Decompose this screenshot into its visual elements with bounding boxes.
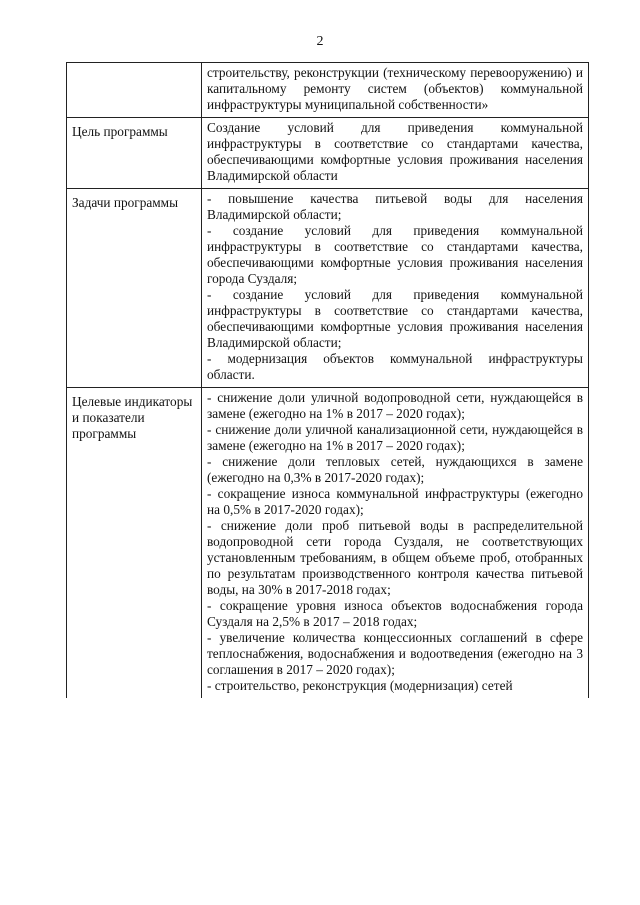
value-line: - сокращение уровня износа объектов водоснабжения города Суздаля на 2,5% в 2017 – 2018 годах; [207, 598, 583, 629]
value-line: строительству, реконструкции (техническому перевооружению) и капитальному ремонту систем (объектов) коммунальной инфраструктуры муниципальной собственности» [207, 65, 583, 112]
row-value-tasks [202, 189, 589, 388]
table-row-goal [67, 118, 589, 189]
value-line: - создание условий для приведения коммунальной инфраструктуры в соответствие со стандартами качества, обеспечивающими комфортные условия проживания населения Владимирской области; [207, 287, 583, 350]
value-line: Создание условий для приведения коммунальной инфраструктуры в соответствие со стандартами качества, обеспечивающими комфортные условия проживания населения Владимирской области [207, 120, 583, 183]
row-value-indicators [202, 388, 589, 699]
table-row-indicators [67, 388, 589, 699]
table-row-tasks [67, 189, 589, 388]
value-line: - увеличение количества концессионных соглашений в сфере теплоснабжения, водоснабжения и водоотведения (ежегодно на 3 соглашения в 2017 – 2020 годах); [207, 630, 583, 677]
value-line: - снижение доли тепловых сетей, нуждающихся в замене (ежегодно на 0,3% в 2017-2020 годах); [207, 454, 583, 485]
page-number: 2 [316, 34, 324, 49]
value-line: - снижение доли уличной канализационной сети, нуждающейся в замене (ежегодно на 1% в 2017 – 2020 годах); [207, 422, 583, 453]
value-line: - модернизация объектов коммунальной инфраструктуры области. [207, 351, 583, 382]
row-label-empty [67, 63, 202, 118]
value-line: - создание условий для приведения коммунальной инфраструктуры в соответствие со стандартами качества, обеспечивающими комфортные условия проживания населения города Суздаля; [207, 223, 583, 286]
row-label-tasks: Задачи программы [67, 189, 202, 388]
row-value-goal [202, 118, 589, 189]
row-label-goal: Цель программы [67, 118, 202, 189]
program-passport-table [66, 62, 589, 698]
row-label-indicators: Целевые индикаторы и показатели программы [67, 388, 202, 699]
value-line: - повышение качества питьевой воды для населения Владимирской области; [207, 191, 583, 222]
row-value-continuation [202, 63, 589, 118]
value-line: - снижение доли проб питьевой воды в распределительной водопроводной сети города Суздаля, не соответствующих установленным требованиям, в общем объеме проб, отобранных по результатам производственного контроля качества питьевой воды, на 30% в 2017-2018 годах; [207, 518, 583, 597]
value-line: - строительство, реконструкция (модернизация) сетей [207, 678, 513, 693]
table-row-continuation [67, 63, 589, 118]
value-line: - снижение доли уличной водопроводной сети, нуждающейся в замене (ежегодно на 1% в 2017 – 2020 годах); [207, 390, 583, 421]
value-line: - сокращение износа коммунальной инфраструктуры (ежегодно на 0,5% в 2017-2020 годах); [207, 486, 583, 517]
